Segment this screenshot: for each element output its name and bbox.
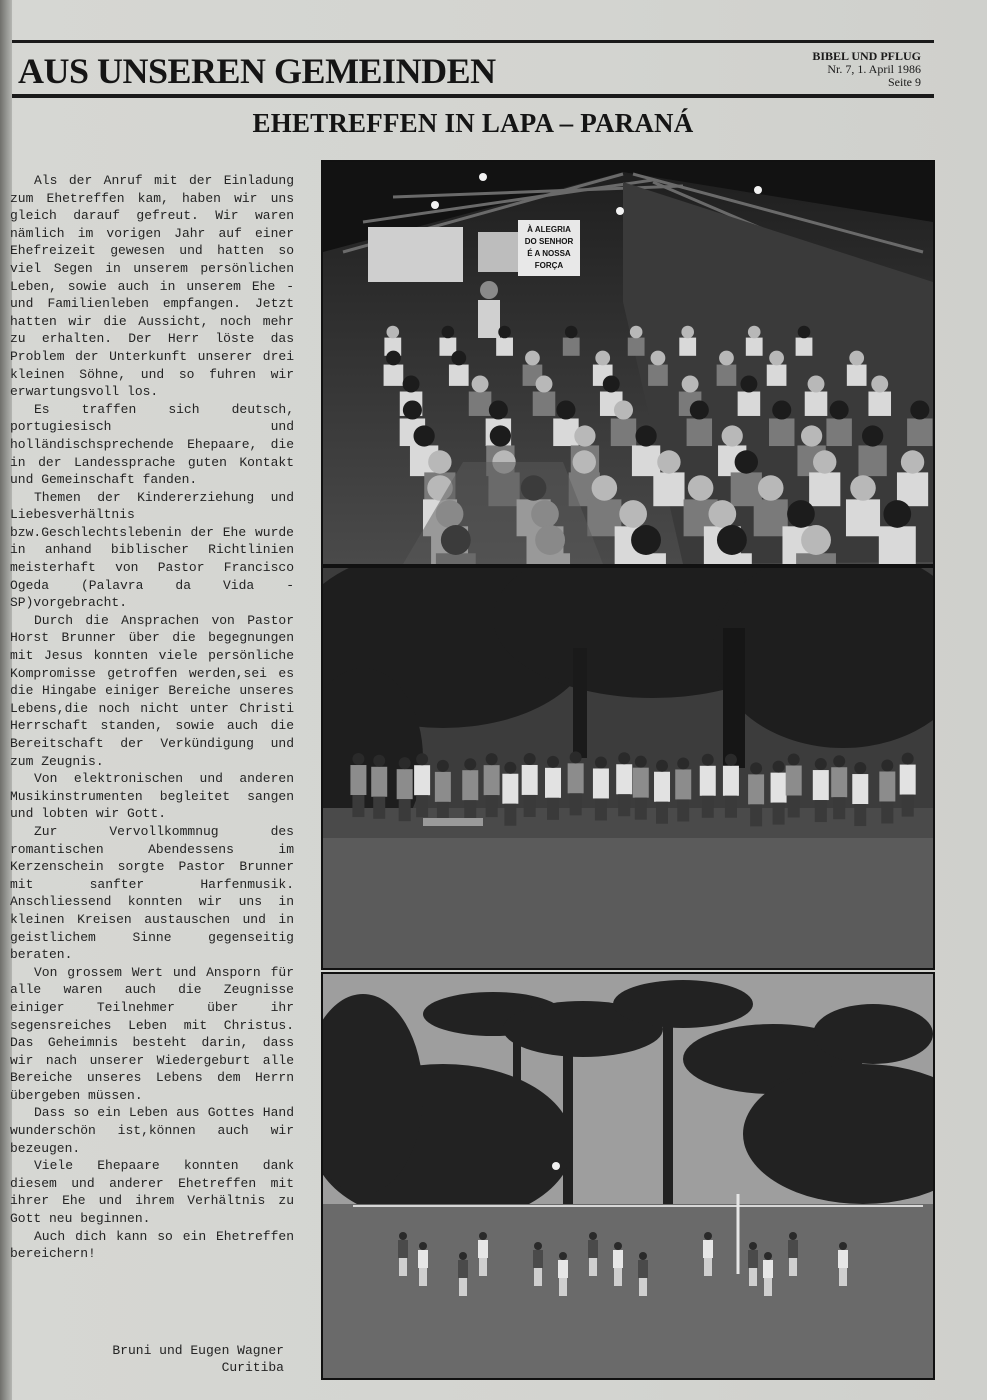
audience-member — [469, 376, 492, 416]
banner-line: É A NOSSA — [527, 249, 571, 258]
lawn — [323, 818, 933, 968]
banner-line: À ALEGRIA — [527, 225, 571, 234]
audience-member — [648, 351, 668, 386]
header-bottom-rule — [12, 94, 934, 98]
audience-member — [632, 425, 660, 476]
banner-line: FORÇA — [534, 261, 564, 270]
volleyball-field-illustration — [323, 974, 933, 1378]
outdoor-gathering-illustration — [323, 568, 933, 968]
article-headline: EHETREFFEN IN LAPA – PARANÁ — [252, 108, 694, 138]
projection-screen-right — [478, 232, 518, 272]
audience-member — [449, 351, 469, 386]
ceiling-lamp — [479, 173, 487, 181]
article-paragraph: Themen der Kindererziehung und Liebesverhältnis bzw.Geschlechtslebenin der Ehe wurde in anhand biblischer Richtlinien meisterhaft von Pastor Francisco Ogeda (Palavra da Vida -SP)vorgebracht. — [10, 489, 294, 611]
playing-field — [323, 1204, 933, 1378]
audience-member — [796, 326, 813, 356]
volleyball — [552, 1162, 560, 1170]
banner-line: DO SENHOR — [524, 237, 574, 246]
audience-member — [653, 450, 684, 506]
photo-outdoor-gathering — [321, 566, 935, 970]
section-title: AUS UNSEREN GEMEINDEN — [18, 51, 496, 91]
header-top-rule — [12, 40, 934, 43]
page-number: Seite 9 — [888, 75, 921, 89]
issue-info: Nr. 7, 1. April 1986 — [827, 62, 921, 76]
article-paragraph: Dass so ein Leben aus Gottes Hand wunderschön ist,können auch wir bezeugen. — [10, 1105, 294, 1156]
audience-member — [439, 326, 456, 356]
article-paragraph: Auch dich kann so ein Ehetreffen bereichern! — [10, 1228, 294, 1262]
audience-member — [563, 326, 580, 356]
audience-member — [746, 326, 763, 356]
hall-banner — [518, 220, 580, 276]
publication-name: BIBEL UND PFLUG — [812, 49, 921, 63]
meeting-hall-illustration — [323, 162, 933, 564]
article-paragraph: Als der Anruf mit der Einladung zum Ehetreffen kam, haben wir uns gleich darauf gefreut. Wir waren nämlich im vorigen Jahr auf einer Ehefreizeit gewesen und hatten so viel Segen in unserem persönlichen Leben, sowie auch in unserem Ehe - und Familienleben empfangen. Jetzt hatten wir die Aussicht, noch mehr zu erhalten. Der Herr löste das Problem der Unterkunft unserer drei kleinen Söhne, und so fuhren wir erwartungsvoll los. — [10, 173, 294, 400]
photo-meeting-hall — [321, 160, 935, 566]
audience-member — [687, 400, 712, 446]
audience-member — [628, 326, 645, 356]
ceiling-lamp — [616, 207, 624, 215]
audience-member — [826, 400, 851, 446]
article-paragraph: Von elektronischen und anderen Musikinstrumenten begleitet sangen und lobten wir Gott. — [10, 771, 294, 822]
audience-member — [679, 326, 696, 356]
author-location: Curitiba — [221, 1360, 284, 1375]
ceiling-lamp — [431, 201, 439, 209]
audience-member — [769, 400, 794, 446]
audience-member — [496, 326, 513, 356]
photo-volleyball-field — [321, 972, 935, 1380]
audience-member — [805, 376, 828, 416]
audience-member — [907, 400, 932, 446]
article-paragraph: Von grossem Wert und Ansporn für alle waren auch die Zeugnisse einiger Teilnehmer über ihr segensreiches Leben mit Christus. Das Geheimnis besteht darin, dass wir nach unserer Wiedergeburt alle Bereiche unseres Lebens dem Herrn übergeben müssen. — [10, 964, 294, 1103]
audience-member — [738, 376, 761, 416]
projection-screen-left — [368, 227, 463, 282]
audience-member — [879, 500, 916, 564]
audience-member — [717, 351, 737, 386]
audience-member — [611, 400, 636, 446]
article-paragraph: Es traffen sich deutsch, portugiesisch und holländischsprechende Ehepaare, die in der Landessprache guten Kontakt und Gemeinschaft fanden. — [10, 401, 294, 488]
audience-member — [809, 450, 840, 506]
article-body — [10, 172, 294, 1263]
article-signature — [10, 1342, 284, 1376]
audience-member — [846, 475, 880, 536]
audience-member — [384, 351, 404, 386]
audience-member — [767, 351, 787, 386]
audience-member — [731, 450, 762, 506]
audience-member — [847, 351, 867, 386]
article-paragraph: Viele Ehepaare konnten dank diesem und anderer Ehetreffen mit ihrer Ehe und ihrem Verhältnis zu Gott neu beginnen. — [10, 1158, 294, 1227]
audience-member — [533, 376, 556, 416]
author-names: Bruni und Eugen Wagner — [112, 1343, 284, 1358]
audience-member — [897, 450, 928, 506]
audience-member — [858, 425, 886, 476]
audience-member — [868, 376, 891, 416]
ceiling-lamp — [754, 186, 762, 194]
article-paragraph: Durch die Ansprachen von Pastor Horst Brunner über die begegnungen mit Jesus konnten viele persönliche Kompromisse getroffen werden,sei es die Hingabe einiger Bereiche unseres Lebens,die noch nicht unter Christi Herrschaft standen, sowie auch die Bereitschaft der Verkündigung und zum Zeugnis. — [10, 612, 294, 769]
speaker-figure — [478, 281, 500, 338]
article-paragraph: Zur Vervollkommnug des romantischen Abendessens im Kerzenschein sorgte Pastor Brunner mit sanfter Harfenmusik. Anschliessend konnten wir uns in kleinen Kreisen austauschen und in geistlichem Sinne gegenseitig beraten. — [10, 823, 294, 963]
bench — [423, 818, 483, 826]
masthead — [812, 50, 921, 89]
